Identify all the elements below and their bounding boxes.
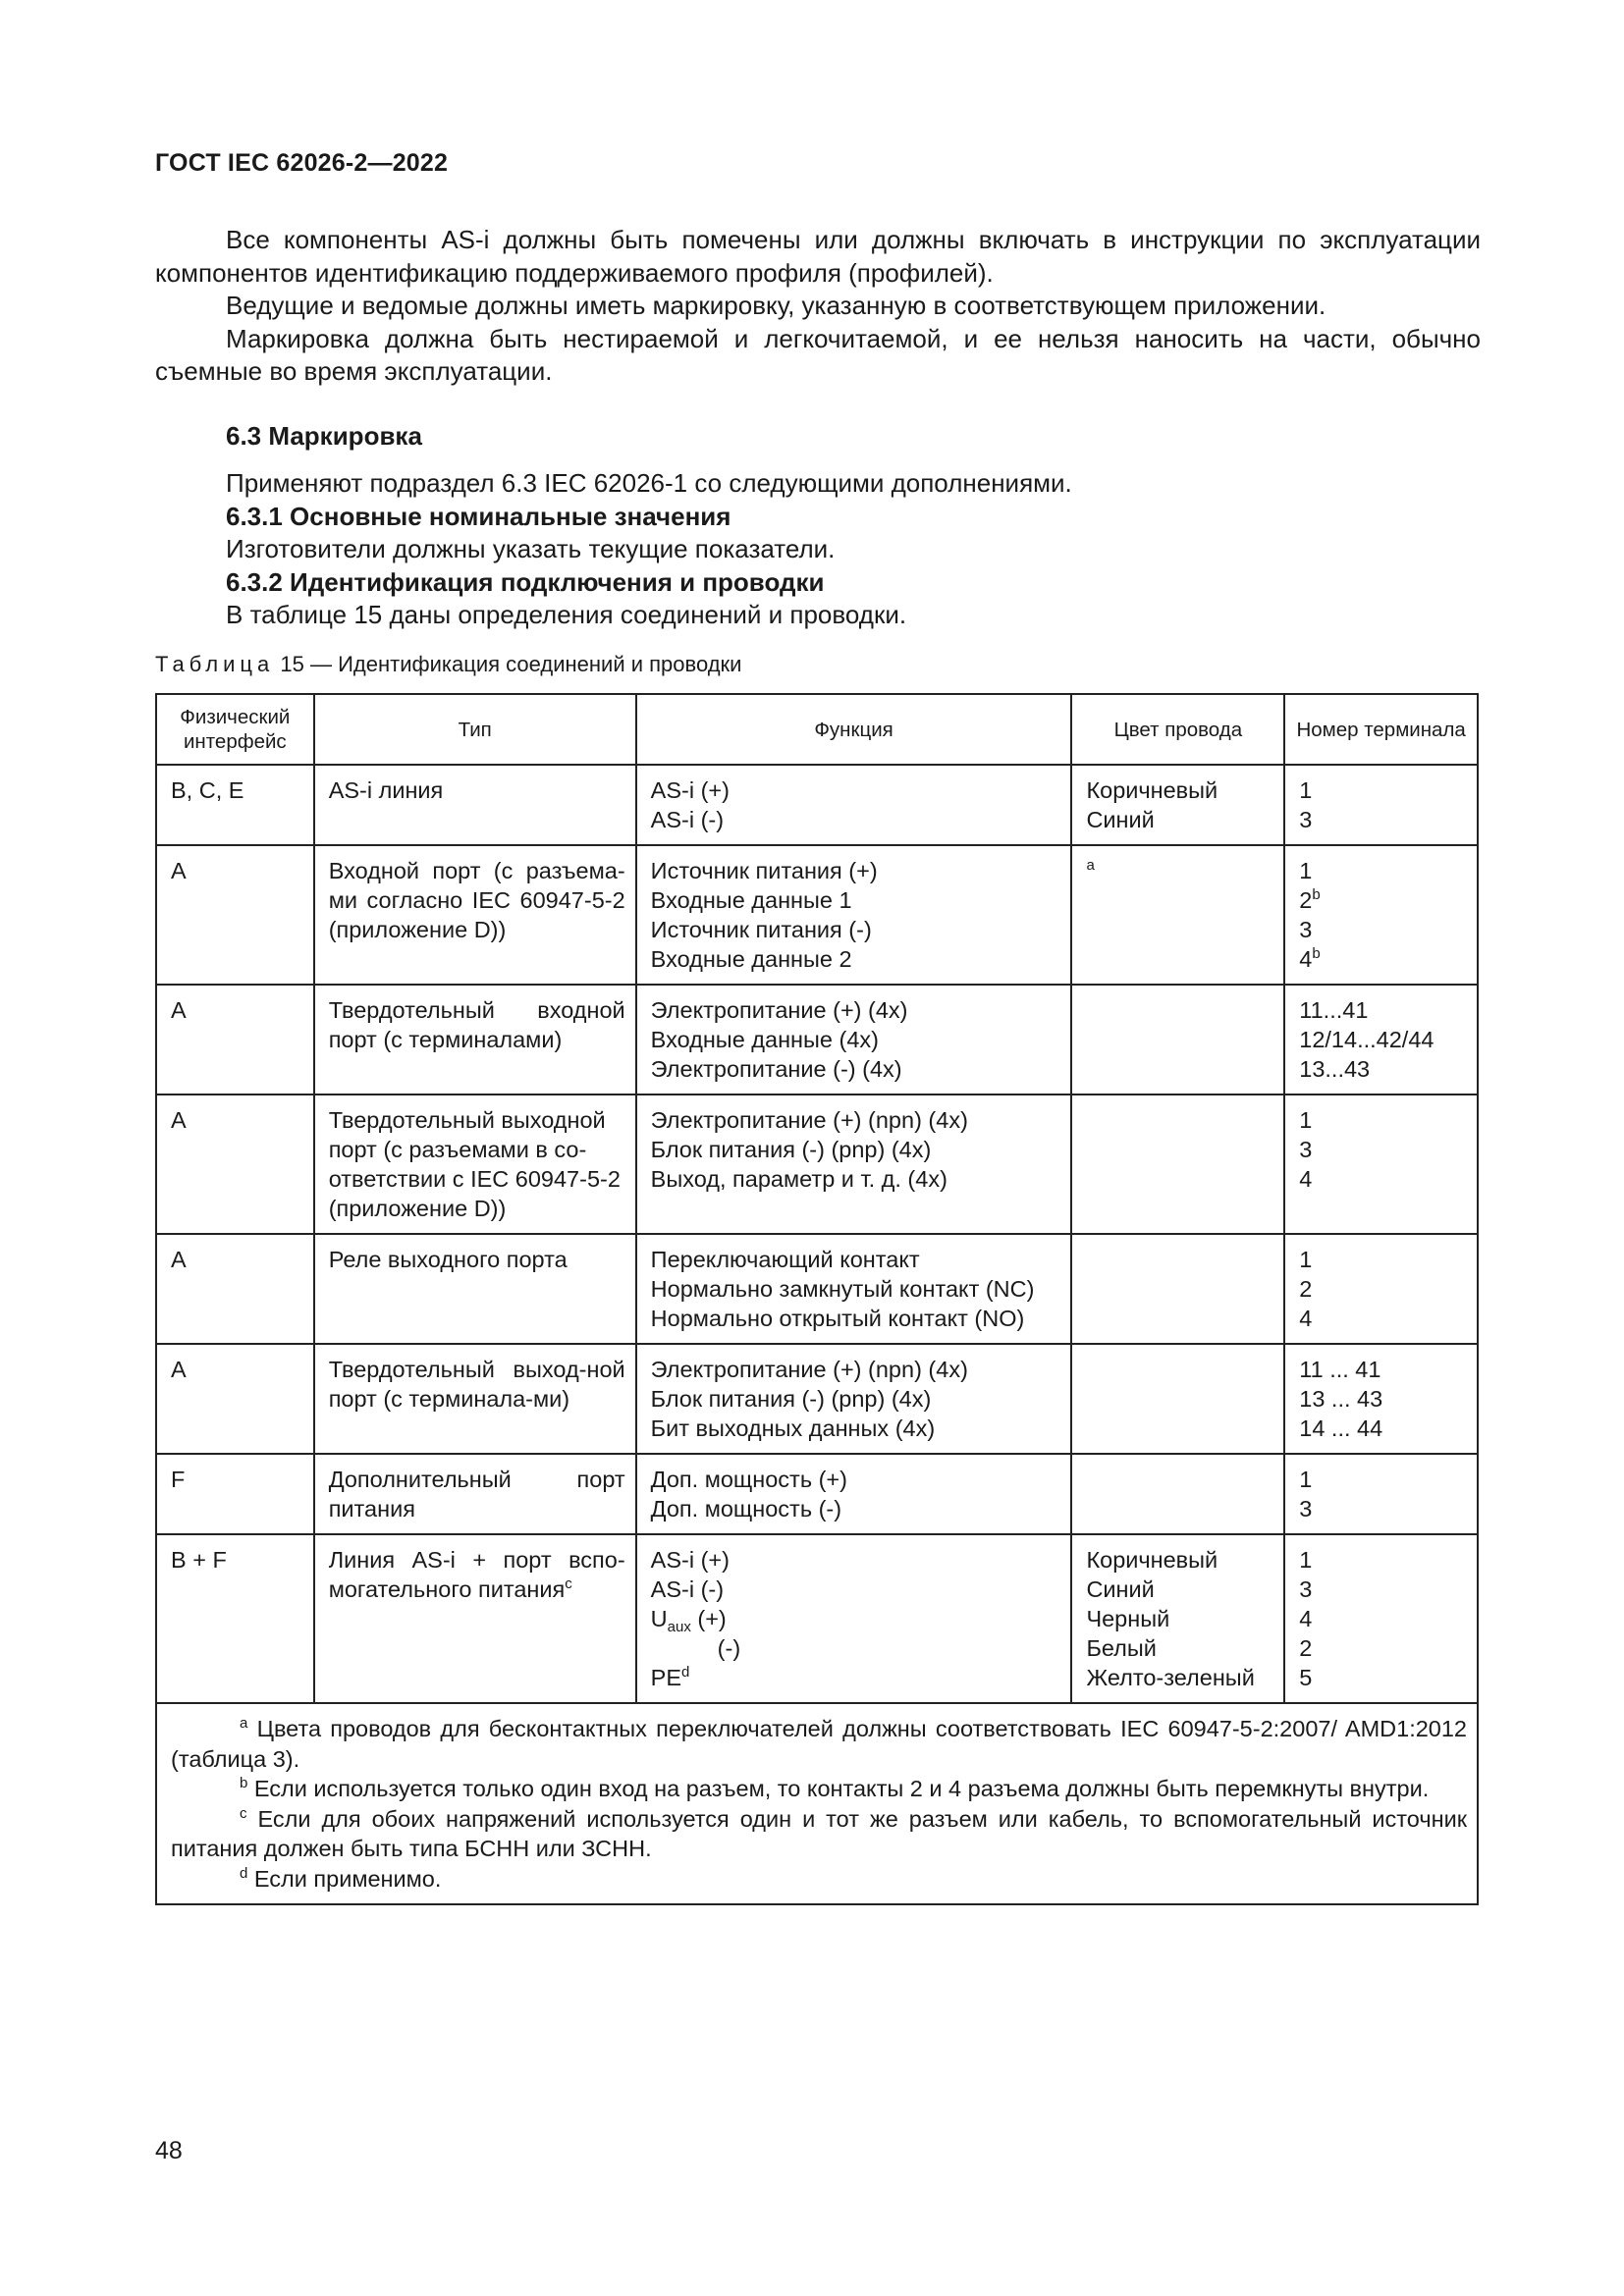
cell-function [636, 1454, 1072, 1534]
function-line: AS-i (+) [650, 1547, 730, 1573]
terminal-line: 2 [1299, 1635, 1313, 1661]
footnote: $^d$ Если применимо. [240, 1864, 442, 1892]
table-row [156, 1234, 1478, 1344]
cell-wire-color [1071, 1534, 1284, 1703]
terminal-line: 3 [1299, 1137, 1313, 1162]
wire-line: Синий [1086, 1576, 1155, 1602]
function-line: (-) [717, 1635, 741, 1661]
terminal-line: 2 [1299, 1276, 1313, 1302]
function-line: Доп. мощность (+) [650, 1467, 847, 1492]
subsection-2-text: В таблице 15 даны определения соединений и проводки. [226, 600, 907, 629]
function-line: Нормально открытый контакт (NO) [650, 1306, 1025, 1331]
table-caption [155, 652, 741, 677]
function-line: Бит выходных данных (4x) [650, 1415, 936, 1441]
cell-terminal [1284, 1234, 1478, 1344]
header-terminal: Номер терминала [1284, 694, 1478, 765]
cell-function [636, 985, 1072, 1095]
wiring-table [155, 693, 1479, 1905]
section-line-1: Применяют подраздел 6.3 IEC 62026-1 со следующими дополнениями. [226, 468, 1072, 498]
cell-terminal [1284, 1095, 1478, 1234]
cell-type: Твердотельный входной порт (с терминалами) [314, 985, 636, 1095]
terminal-line: 4 [1299, 1166, 1313, 1192]
function-line: Блок питания (-) (pnp) (4x) [650, 1137, 932, 1162]
table-row [156, 1344, 1478, 1454]
wire-line: Коричневый [1086, 777, 1218, 803]
function-line: Блок питания (-) (pnp) (4x) [650, 1386, 932, 1412]
function-line: AS-i (-) [650, 807, 725, 832]
function-line: Электропитание (+) (4x) [650, 997, 908, 1023]
cell-terminal [1284, 1534, 1478, 1703]
function-line: Входные данные 1 [650, 887, 852, 913]
cell-function [636, 1344, 1072, 1454]
cell-terminal [1284, 985, 1478, 1095]
cell-wire-color [1071, 985, 1284, 1095]
cell-type: Линия AS-i + порт вспо-могательного питания$^c$ [314, 1534, 636, 1703]
cell-interface: B + F [156, 1534, 314, 1703]
table-row [156, 985, 1478, 1095]
intro-paragraph-2: Ведущие и ведомые должны иметь маркировку, указанную в соответствующем приложении. [226, 291, 1326, 320]
cell-terminal [1284, 1344, 1478, 1454]
cell-wire-color [1071, 765, 1284, 845]
header-type: Тип [314, 694, 636, 765]
footnote: $^c$ Если для обоих напряжений используется один и тот же разъем или кабель, то вспомогательный источник питания должен быть типа БСНН или ЗСНН. [171, 1804, 1467, 1861]
cell-type: Твердотельный выходной порт (с разъемами в со-ответствии с IEC 60947-5-2 (приложение D)) [314, 1095, 636, 1234]
terminal-line: 1 [1299, 1547, 1313, 1573]
cell-type: Реле выходного порта [314, 1234, 636, 1344]
header-function: Функция [636, 694, 1072, 765]
table-row [156, 1534, 1478, 1703]
header-wire-color: Цвет провода [1071, 694, 1284, 765]
function-line: Источник питания (-) [650, 917, 872, 942]
terminal-line: 1 [1299, 858, 1313, 883]
cell-wire-color [1071, 845, 1284, 985]
table-caption-text: 15 — Идентификация соединений и проводки [280, 652, 742, 676]
terminal-line: 11...41 [1299, 997, 1369, 1023]
function-line: Входные данные (4x) [650, 1027, 879, 1052]
page-number: 48 [155, 2137, 183, 2164]
table-notes [156, 1703, 1478, 1904]
cell-function [636, 1095, 1072, 1234]
terminal-line: 12/14...42/44 [1299, 1027, 1435, 1052]
terminal-line: 13 ... 43 [1299, 1386, 1383, 1412]
terminal-line: 4$^b$ [1299, 945, 1321, 972]
footnote: $^a$ Цвета проводов для бесконтактных переключателей должны соответствовать IEC 60947-5-2:2007/ AMD1:2012 (таблица 3). [171, 1715, 1468, 1772]
cell-interface: B, C, E [156, 765, 314, 845]
cell-interface: A [156, 1095, 314, 1234]
cell-wire-color [1071, 1454, 1284, 1534]
terminal-line: 14 ... 44 [1299, 1415, 1383, 1441]
header-interface: Физический интерфейс [156, 694, 314, 765]
cell-type: Входной порт (с разъема-ми согласно IEC 60947-5-2 (приложение D)) [314, 845, 636, 985]
section-heading: 6.3 Маркировка [226, 421, 422, 451]
subsection-2-heading: 6.3.2 Идентификация подключения и проводки [226, 566, 825, 597]
intro-paragraph-1: Все компоненты AS-i должны быть помечены или должны включать в инструкции по эксплуатации компонентов идентификацию поддерживаемого профиля (профилей). [155, 225, 1481, 288]
cell-type: Твердотельный выход-ной порт (с терминала-ми) [314, 1344, 636, 1454]
terminal-line: 1 [1299, 777, 1313, 803]
table-row [156, 845, 1478, 985]
cell-interface: A [156, 845, 314, 985]
table-row [156, 1095, 1478, 1234]
footnote-mark-d: d [681, 1664, 690, 1681]
terminal-line: 1 [1299, 1247, 1313, 1272]
subsection-1-text: Изготовители должны указать текущие показатели. [226, 534, 836, 563]
document-header: ГОСТ IEC 62026-2—2022 [155, 149, 449, 177]
wire-line: Черный [1086, 1606, 1170, 1631]
cell-terminal [1284, 845, 1478, 985]
function-line: Нормально замкнутый контакт (NC) [650, 1276, 1035, 1302]
intro-text [155, 224, 1481, 389]
footnote-mark-b: b [1312, 886, 1321, 903]
table-row [156, 1454, 1478, 1534]
wire-line: Коричневый [1086, 1547, 1218, 1573]
wire-line: Синий [1086, 807, 1155, 832]
function-line: Доп. мощность (-) [650, 1496, 842, 1522]
cell-wire-color [1071, 1344, 1284, 1454]
table-notes-row [156, 1703, 1478, 1904]
terminal-line: 3 [1299, 1576, 1313, 1602]
function-line: $PE^d$ [650, 1664, 690, 1690]
function-line: Электропитание (+) (npn) (4x) [650, 1357, 968, 1382]
table-header-row [156, 694, 1478, 765]
cell-interface: A [156, 1234, 314, 1344]
cell-function [636, 765, 1072, 845]
cell-interface: F [156, 1454, 314, 1534]
terminal-line: 4 [1299, 1606, 1313, 1631]
footnote-mark-b: b [1312, 945, 1321, 962]
cell-interface: A [156, 1344, 314, 1454]
cell-function [636, 1534, 1072, 1703]
terminal-line: 13...43 [1299, 1056, 1371, 1082]
subsection-1-heading: 6.3.1 Основные номинальные значения [226, 501, 731, 531]
cell-wire-color [1071, 1234, 1284, 1344]
terminal-line: 3 [1299, 917, 1313, 942]
footnote: $^b$ Если используется только один вход на разъем, то контакты 2 и 4 разъема должны быть перемкнуты внутри. [240, 1775, 1430, 1801]
cell-function [636, 1234, 1072, 1344]
terminal-line: 1 [1299, 1107, 1313, 1133]
function-line: $U_{aux}$ (+) [650, 1606, 727, 1635]
table-row [156, 765, 1478, 845]
function-line: AS-i (-) [650, 1576, 725, 1602]
footnote-mark-c: c [565, 1575, 572, 1592]
cell-interface: A [156, 985, 314, 1095]
terminal-line: 1 [1299, 1467, 1313, 1492]
function-line: Выход, параметр и т. д. (4x) [650, 1166, 947, 1192]
function-line: Электропитание (-) (4x) [650, 1056, 902, 1082]
function-line: Переключающий контакт [650, 1247, 920, 1272]
function-line: AS-i (+) [650, 777, 730, 803]
terminal-line: 11 ... 41 [1299, 1357, 1381, 1382]
cell-wire-color [1071, 1095, 1284, 1234]
table-caption-label: Таблица [155, 652, 275, 676]
wire-line: Белый [1086, 1635, 1157, 1661]
cell-function [636, 845, 1072, 985]
terminal-line: 3 [1299, 807, 1313, 832]
terminal-line: 3 [1299, 1496, 1313, 1522]
function-line: Электропитание (+) (npn) (4x) [650, 1107, 968, 1133]
function-line: Входные данные 2 [650, 946, 852, 972]
section-body [226, 467, 1483, 632]
function-line: Источник питания (+) [650, 858, 878, 883]
wire-line: Желто-зеленый [1086, 1665, 1255, 1690]
cell-type: Дополнительный порт питания [314, 1454, 636, 1534]
terminal-line: 2$^b$ [1299, 886, 1321, 913]
cell-type: AS-i линия [314, 765, 636, 845]
footnote-mark-a: a [1086, 857, 1095, 874]
terminal-line: 4 [1299, 1306, 1313, 1331]
intro-paragraph-3: Маркировка должна быть нестираемой и легкочитаемой, и ее нельзя наносить на части, обычно съемные во время эксплуатации. [155, 323, 1481, 386]
cell-terminal [1284, 765, 1478, 845]
terminal-line: 5 [1299, 1665, 1313, 1690]
cell-terminal [1284, 1454, 1478, 1534]
